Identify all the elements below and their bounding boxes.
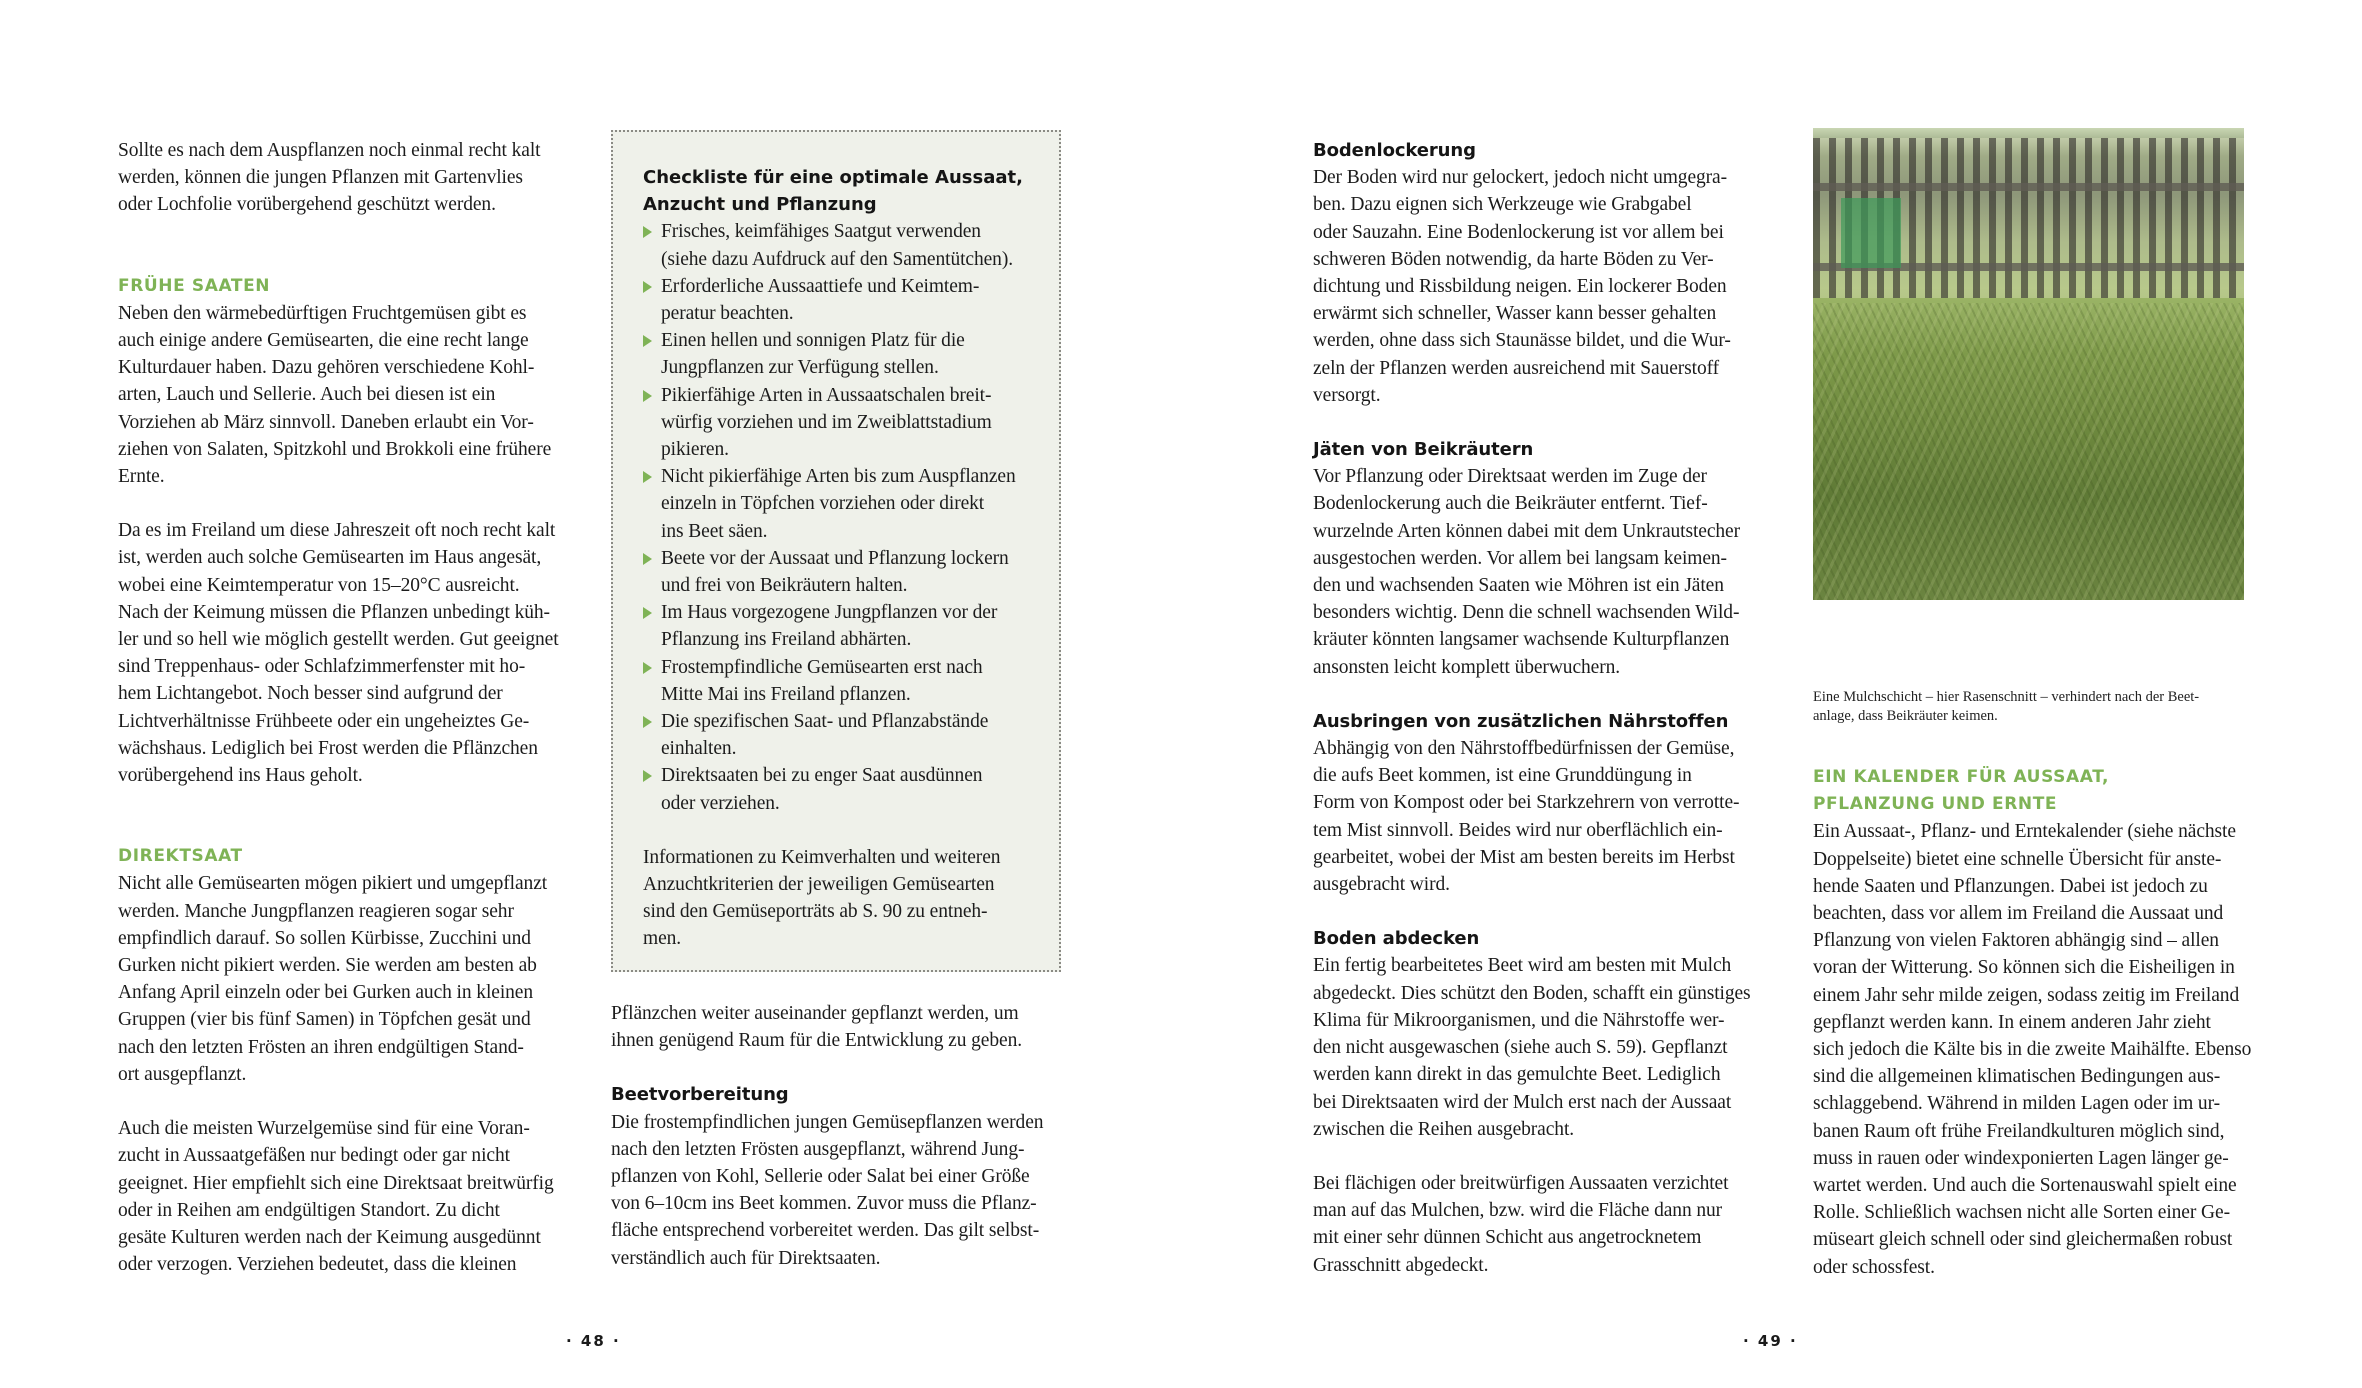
page-number-right: · 49 · [1743,1332,1798,1350]
checklist-item: Nicht pikierfähige Arten bis zum Auspflanzen einzeln in Töpfchen vorziehen oder direkt ins Beet säen. [643,463,1043,545]
triangle-bullet-icon [643,662,652,674]
paragraph: Bei flächigen oder breitwürfigen Aussaaten verzichtet man auf das Mulchen, bzw. wird die Fläche dann nur mit einer sehr dünnen Schicht aus angetrocknetem Grasschnitt abgedeckt. [1313,1172,1729,1276]
section-heading-naehrstoffe: Ausbringen von zusätzlichen Nährstoffen [1313,710,1729,732]
paragraph: Abhängig von den Nährstoffbedürfnissen der Gemüse, die aufs Beet kommen, ist eine Grunddüngung in Form von Kompost oder bei Starkzehrern von verrotte- tem Mist sinnvoll. Beides wird nur oberflächlich ein- gearbeitet, wobei der Mist am besten bereits im Herbst ausgebracht wird. [1313,738,1740,896]
column-1 [118,137,578,1278]
paragraph: Ein fertig bearbeitetes Beet wird am besten mit Mulch abgedeckt. Dies schützt den Boden, schafft ein günstiges Klima für Mikroorganismen, und die Nährstoffe wer- den nicht ausgewaschen (siehe auch S. 59). Gepflanzt werden kann direkt in das gemulchte Beet. Lediglich bei Direktsaaten wird der Mulch erst nach der Aussaat zwischen die Reihen ausgebracht. [1313,955,1751,1140]
section-heading-kalender: EIN KALENDER FÜR AUSSAAT, PFLANZUNG UND ERNTE [1813,767,2110,815]
checklist-item: Direktsaaten bei zu enger Saat ausdünnen oder verziehen. [643,762,1043,816]
checklist-box [611,130,1061,972]
section-heading-boden-abdecken: Boden abdecken [1313,928,1480,950]
checklist-item: Beete vor der Aussaat und Pflanzung lockern und frei von Beikräutern halten. [643,545,1043,599]
triangle-bullet-icon [643,226,652,238]
paragraph: Die frostempfindlichen jungen Gemüsepflanzen werden nach den letzten Frösten ausgepflanzt, während Jung- pflanzen von Kohl, Sellerie oder Salat bei einer Größe von 6–10cm ins Beet kommen. Zuvor muss die Pflanz- fläche entsprechend vorbereitet werden. Das gilt selbst- verständlich auch für Direktsaaten. [611,1111,1044,1269]
triangle-bullet-icon [643,390,652,402]
garden-mulch-photo [1813,128,2244,600]
checklist-item: Erforderliche Aussaattiefe und Keimtem- peratur beachten. [643,273,1043,327]
checklist-item: Die spezifischen Saat- und Pflanzabstände einhalten. [643,708,1043,762]
section-heading-direktsaat: DIREKTSAAT [118,846,243,867]
section-heading-fruehe-saaten: FRÜHE SAATEN [118,275,271,296]
paragraph: Auch die meisten Wurzelgemüse sind für eine Voran- zucht in Aussaatgefäßen nur bedingt oder gar nicht geeignet. Hier empfiehlt sich eine Direktsaat breitwürfig oder in Reihen am endgültigen Standort. Zu dicht gesäte Kulturen werden nach der Keimung ausgedünnt oder verzogen. Verziehen bedeutet, dass die kleinen [118,1118,554,1276]
checklist-note: Informationen zu Keimverhalten und weiteren Anzuchtkriterien der jeweiligen Gemüsearten sind den Gemüseporträts ab S. 90 zu entneh- men. [643,846,1001,950]
section-heading-beetvorbereitung: Beetvorbereitung [611,1084,789,1106]
column-3 [1313,137,1783,1279]
paragraph: Der Boden wird nur gelockert, jedoch nicht umgegra- ben. Dazu eignen sich Werkzeuge wie Grabgabel oder Sauzahn. Eine Bodenlockerung ist vor allem bei schweren Böden notwendig, da harte Böden zu Ver- dichtung und Rissbildung neigen. Ein lockerer Boden erwärmt sich schneller, Wasser kann besser gehalten werden, ohne dass sich Staunässe bildet, und die Wur- zeln der Pflanzen werden ausreichend mit Sauerstoff versorgt. [1313,167,1731,406]
page-number-left: · 48 · [566,1332,621,1350]
triangle-bullet-icon [643,335,652,347]
grass-mulch-texture [1813,303,2244,600]
paragraph: Da es im Freiland um diese Jahreszeit oft noch recht kalt ist, werden auch solche Gemüsearten im Haus angesät, wobei eine Keimtemperatur von 15–20°C ausreicht. Nach der Keimung müssen die Pflanzen unbedingt küh- ler und so hell wie möglich gestellt werden. Gut geeignet sind Treppenhaus- oder Schlafzimmerfenster mit ho- hem Lichtangebot. Noch besser sind aufgrund der Lichtverhältnisse Frühbeete oder ein ungeheiztes Ge- wächshaus. Lediglich bei Frost werden die Pflänzchen vorübergehend ins Haus geholt. [118,520,559,787]
checklist-item: Pikierfähige Arten in Aussaatschalen breit- würfig vorziehen und im Zweiblattstadium pikieren. [643,382,1043,464]
checklist-item: Frostempfindliche Gemüsearten erst nach Mitte Mai ins Freiland pflanzen. [643,654,1043,708]
triangle-bullet-icon [643,553,652,565]
triangle-bullet-icon [643,471,652,483]
column-4 [1813,764,2283,1281]
section-heading-bodenlockerung: Bodenlockerung [1313,140,1476,161]
triangle-bullet-icon [643,770,652,782]
checklist-item: Im Haus vorgezogene Jungpflanzen vor der Pflanzung ins Freiland abhärten. [643,599,1043,653]
triangle-bullet-icon [643,716,652,728]
checklist [643,218,1043,816]
photo-caption: Eine Mulchschicht – hier Rasenschnitt – verhindert nach der Beet- anlage, dass Beikräuter keimen. [1813,689,2200,724]
intro-paragraph: Sollte es nach dem Auspflanzen noch einmal recht kalt werden, können die jungen Pflanzen mit Gartenvlies oder Lochfolie vorübergehend geschützt werden. [118,140,541,216]
triangle-bullet-icon [643,607,652,619]
paragraph: Ein Aussaat-, Pflanz- und Erntekalender (siehe nächste Doppelseite) bietet eine schnelle Übersicht für anste- hende Saaten und Pflanzungen. Dabei ist jedoch zu beachten, dass vor allem im Freiland die Aussaat und Pflanzung von vielen Faktoren abhängig sind – allen voran der Witterung. So können sich die Eisheiligen in einem Jahr sehr milde zeigen, sodass zeitig im Freiland gepflanzt werden kann. In einem anderen Jahr zieht sich jedoch die Kälte bis in die zweite Maihälfte. Ebenso sind die allgemeinen klimatischen Bedingungen aus- schlaggebend. Während in milden Lagen oder im ur- banen Raum oft frühe Freilandkulturen möglich sind, muss in rauen oder windexponierten Lagen länger ge- wartet werden. Und auch die Sortenauswahl spielt eine Rolle. Schließlich wachsen nicht alle Sorten einer Ge- müseart gleich schnell oder sind gleichermaßen robust oder schossfest. [1813,821,2252,1278]
checklist-item: Einen hellen und sonnigen Platz für die Jungpflanzen zur Verfügung stellen. [643,327,1043,381]
paragraph: Pflänzchen weiter auseinander gepflanzt werden, um ihnen genügend Raum für die Entwicklung zu geben. [611,1003,1022,1052]
paragraph: Vor Pflanzung oder Direktsaat werden im Zuge der Bodenlockerung auch die Beikräuter entfernt. Tief- wurzelnde Arten können dabei mit dem Unkrautstecher ausgestochen werden. Vor allem bei langsam keimen- den und wachsenden Saaten wie Möhren ist ein Jäten besonders wichtig. Denn die schnell wachsenden Wild- kräuter könnten langsamer wachsende Kulturpflanzen ansonsten leicht komplett überwuchern. [1313,466,1741,678]
paragraph: Neben den wärmebedürftigen Fruchtgemüsen gibt es auch einige andere Gemüsearten, die eine recht lange Kulturdauer haben. Dazu gehören verschiedene Kohl- arten, Lauch und Sellerie. Auch bei diesen ist ein Vorziehen ab März sinnvoll. Daneben erlaubt ein Vor- ziehen von Salaten, Spitzkohl und Brokkoli eine frühere Ernte. [118,302,552,488]
paragraph: Nicht alle Gemüsearten mögen pikiert und umgepflanzt werden. Manche Jungpflanzen reagieren sogar sehr empfindlich darauf. So sollen Kürbisse, Zucchini und Gurken nicht pikiert werden. Sie werden am besten ab Anfang April einzeln oder bei Gurken auch in kleinen Gruppen (vier bis fünf Samen) in Töpfchen gesät und nach den letzten Frösten an ihren endgültigen Stand- ort ausgepflanzt. [118,873,548,1085]
column-2-continued [611,1000,1081,1272]
triangle-bullet-icon [643,281,652,293]
section-heading-jaeten: Jäten von Beikräutern [1313,439,1534,461]
checklist-title: Checkliste für eine optimale Aussaat, Anzucht und Pflanzung [643,167,1023,216]
checklist-item: Frisches, keimfähiges Saatgut verwenden (siehe dazu Aufdruck auf den Samentütchen). [643,218,1043,272]
